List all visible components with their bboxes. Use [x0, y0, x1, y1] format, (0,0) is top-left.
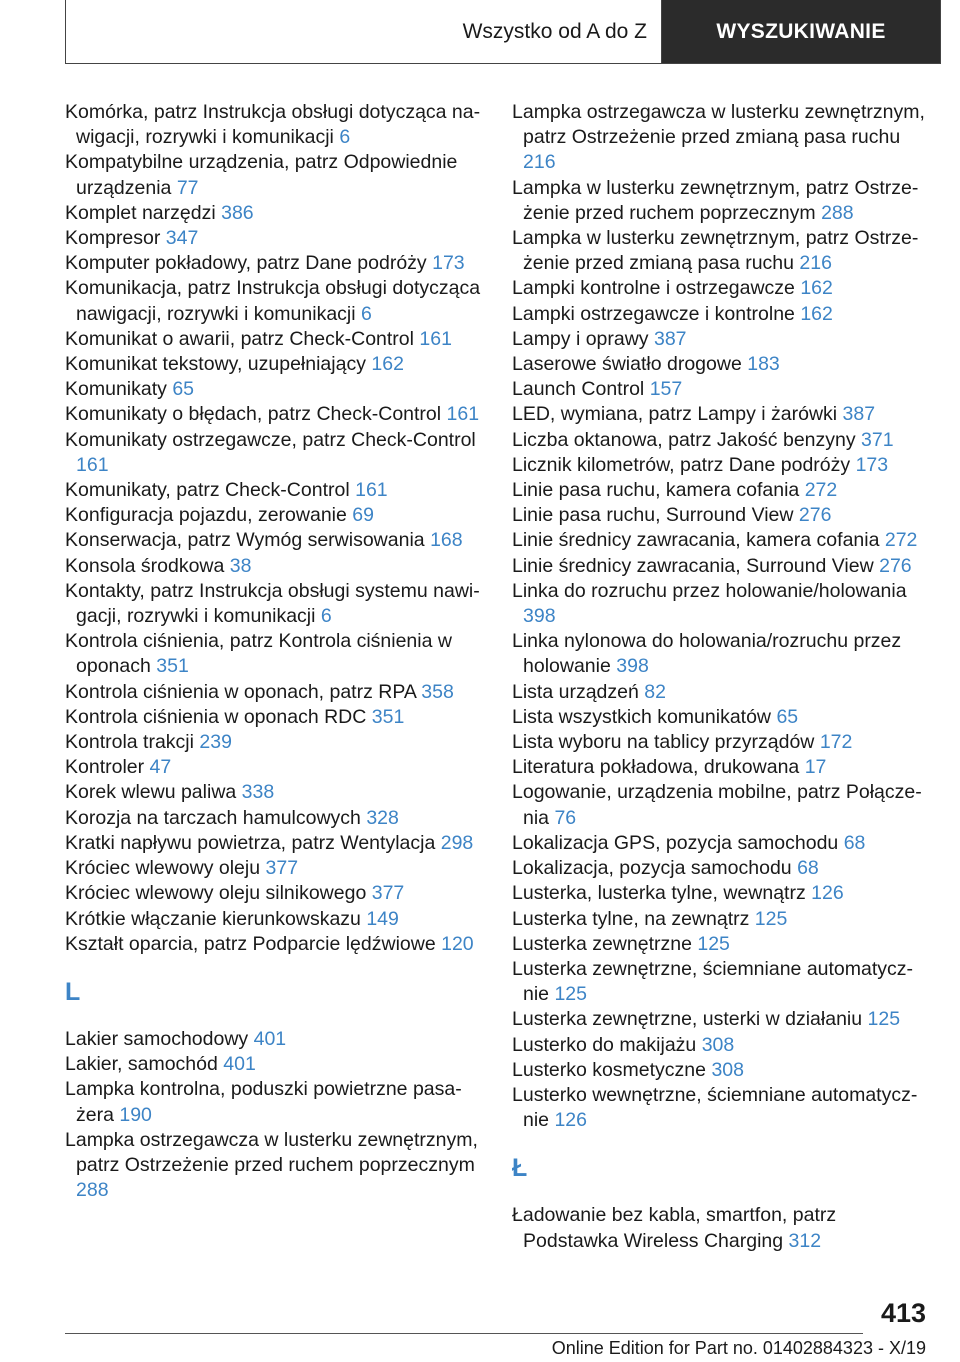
- index-entry: [512, 629, 926, 679]
- index-entry: [512, 377, 926, 402]
- section-title: Wszystko od A do Z: [66, 0, 662, 63]
- index-entry-text: Lista urządzeń: [512, 680, 639, 703]
- index-entry: [65, 730, 485, 755]
- index-entry: [512, 957, 926, 1007]
- footer-edition: Online Edition for Part no. 01402884323 - X/19: [551, 1338, 926, 1358]
- index-entry: [512, 1058, 926, 1083]
- index-entry-text: Lusterko kosmetyczne: [512, 1058, 707, 1081]
- index-entry-text: Literatura pokładowa, drukowana: [512, 756, 800, 779]
- index-entry: [65, 680, 485, 705]
- index-page-link[interactable]: 401: [223, 1053, 256, 1076]
- index-column-right: [512, 100, 926, 1254]
- index-entry: [512, 705, 926, 730]
- index-entry-text: Lakier samochodowy: [65, 1027, 249, 1050]
- index-entry: [65, 932, 485, 957]
- index-entry: [65, 554, 485, 579]
- index-entry-text: Konfiguracja pojazdu, zerowanie: [65, 504, 347, 527]
- index-page-link[interactable]: 347: [165, 227, 199, 250]
- index-entry-text: Komunikaty ostrzegawcze, patrz Check-Control: [65, 428, 476, 451]
- search-tab[interactable]: WYSZUKIWANIE: [662, 0, 940, 63]
- index-entry: [512, 327, 926, 352]
- index-page-link[interactable]: 157: [649, 378, 683, 401]
- index-page-link[interactable]: 328: [366, 806, 399, 829]
- index-page-link[interactable]: 125: [554, 983, 587, 1006]
- index-entry: [65, 478, 485, 503]
- index-page-link[interactable]: 149: [366, 907, 399, 930]
- index-entry-text: Kontroler: [65, 756, 145, 779]
- index-entry-text: Linka do rozruchu przez holowanie/holowania: [512, 579, 907, 602]
- index-page-link[interactable]: 358: [421, 680, 454, 703]
- index-entry-text: Liczba oktanowa, patrz Jakość benzyny: [512, 428, 856, 451]
- index-entry-text: Linie średnicy zawracania, kamera cofania: [512, 529, 880, 552]
- index-page-link[interactable]: 308: [711, 1058, 744, 1081]
- index-page-link[interactable]: 338: [241, 781, 275, 804]
- index-entry: [65, 780, 485, 805]
- index-entry-text: Lampka w lusterku zewnętrznym, patrz Ostrzeżenie przed ruchem poprzecznym: [512, 176, 919, 224]
- index-page-link[interactable]: 161: [76, 453, 109, 476]
- index-entry-text: Lusterka zewnętrzne, usterki w działaniu: [512, 1008, 863, 1031]
- index-entry: [512, 503, 926, 528]
- index-page-link[interactable]: 172: [819, 731, 853, 754]
- index-entry: [65, 402, 485, 427]
- index-entry: [512, 755, 926, 780]
- index-page-link[interactable]: 387: [653, 327, 687, 350]
- index-entry-text: Launch Control: [512, 378, 645, 401]
- index-entry: [512, 932, 926, 957]
- index-entry: [65, 327, 485, 352]
- index-entry: [65, 276, 485, 326]
- index-entry-text: Lampki kontrolne i ostrzegawcze: [512, 277, 795, 300]
- index-entry: [512, 176, 926, 226]
- index-entry: [65, 100, 485, 150]
- index-page-link[interactable]: 68: [843, 831, 866, 854]
- index-page-link[interactable]: 126: [811, 882, 844, 905]
- index-entry-text: Komputer pokładowy, patrz Dane podróży: [65, 252, 427, 275]
- index-entry-text: Lista wszystkich komunikatów: [512, 705, 772, 728]
- index-letter-heading: L: [65, 977, 81, 1006]
- index-page-link[interactable]: 401: [253, 1027, 287, 1050]
- index-entry: [65, 806, 485, 831]
- index-entry-text: Lista wyboru na tablicy przyrządów: [512, 731, 815, 754]
- index-entry-text: Lampy i oprawy: [512, 327, 649, 350]
- index-entry-text: Linie średnicy zawracania, Surround View: [512, 554, 874, 577]
- index-entry-text: Kompatybilne urządzenia, patrz Odpowiednie urządzenia: [65, 151, 458, 199]
- index-page-link[interactable]: 216: [799, 252, 832, 275]
- index-page-link[interactable]: 6: [339, 126, 351, 149]
- index-entry: [512, 554, 926, 579]
- index-entry: [65, 755, 485, 780]
- index-entry: [512, 226, 926, 276]
- index-entry-text: Lusterko do makijażu: [512, 1033, 697, 1056]
- index-page-link[interactable]: 351: [371, 705, 405, 728]
- index-page-link[interactable]: 47: [149, 756, 172, 779]
- index-entry-text: Lusterko wewnętrzne, ściemniane automatycznie: [512, 1083, 918, 1132]
- index-page-link[interactable]: 65: [172, 378, 195, 401]
- index-page-link[interactable]: 371: [861, 428, 894, 451]
- index-page-link[interactable]: 276: [879, 554, 912, 577]
- index-page-link[interactable]: 161: [355, 479, 388, 502]
- index-entry-text: Logowanie, urządzenia mobilne, patrz Połączenia: [512, 781, 922, 829]
- index-entry-text: Konserwacja, patrz Wymóg serwisowania: [65, 529, 425, 552]
- index-page-link[interactable]: 288: [76, 1179, 109, 1202]
- index-page-link[interactable]: 17: [804, 756, 827, 779]
- index-entry-text: Komplet narzędzi: [65, 201, 216, 224]
- index-entry: [65, 150, 485, 200]
- index-entry-text: Króciec wlewowy oleju: [65, 857, 261, 880]
- index-page-link[interactable]: 183: [747, 353, 780, 376]
- index-entry: [65, 579, 485, 629]
- index-entry-text: Lampka ostrzegawcza w lusterku zewnętrznym, patrz Ostrzeżenie przed ruchem poprzecznym: [65, 1128, 478, 1176]
- index-entry: [65, 1128, 485, 1204]
- index-page-link[interactable]: 312: [788, 1229, 822, 1252]
- index-entry: [65, 705, 485, 730]
- index-entry: [512, 1007, 926, 1032]
- index-entry-text: Lampka kontrolna, poduszki powietrzne pasażera: [65, 1078, 462, 1126]
- index-entry-text: Lampka ostrzegawcza w lusterku zewnętrznym, patrz Ostrzeżenie przed zmianą pasa ruchu: [512, 101, 925, 149]
- index-entry: [65, 1077, 485, 1127]
- index-entry-text: Konsola środkowa: [65, 554, 225, 577]
- index-entry-text: Kontrola ciśnienia w oponach RDC: [65, 705, 367, 728]
- index-entry-text: Lampki ostrzegawcze i kontrolne: [512, 302, 795, 325]
- index-entry-text: Korozja na tarczach hamulcowych: [65, 806, 361, 829]
- index-page-link[interactable]: 68: [797, 857, 819, 880]
- index-page-link[interactable]: 398: [616, 655, 649, 678]
- index-page-link[interactable]: 6: [320, 605, 332, 628]
- index-entry: [65, 1027, 485, 1052]
- index-page-link[interactable]: 6: [361, 302, 372, 325]
- index-page-link[interactable]: 298: [440, 831, 474, 854]
- index-entry: [65, 1052, 485, 1077]
- index-page-link[interactable]: 161: [446, 403, 480, 426]
- index-page-link[interactable]: 173: [432, 252, 465, 275]
- index-entry: [512, 907, 926, 932]
- index-letter-heading: Ł: [512, 1154, 528, 1183]
- index-page-link[interactable]: 386: [221, 201, 254, 224]
- index-entry-text: Laserowe światło drogowe: [512, 353, 742, 376]
- index-page-link[interactable]: 288: [821, 201, 854, 224]
- index-entry: [512, 831, 926, 856]
- index-entry-text: Linie pasa ruchu, Surround View: [512, 504, 794, 527]
- index-page-link[interactable]: 272: [884, 529, 918, 552]
- index-page-link[interactable]: 125: [754, 907, 788, 930]
- index-entry-text: Ładowanie bez kabla, smartfon, patrz Podstawka Wireless Charging: [512, 1204, 837, 1252]
- index-entry: [512, 402, 926, 427]
- index-page-link[interactable]: 125: [697, 932, 730, 955]
- index-page-link[interactable]: 377: [265, 857, 299, 880]
- index-entry: [512, 478, 926, 503]
- index-page-link[interactable]: 351: [156, 655, 189, 678]
- index-page-link[interactable]: 162: [371, 353, 404, 376]
- index-entry: [512, 453, 926, 478]
- index-entry-text: Króciec wlewowy oleju silnikowego: [65, 882, 367, 905]
- index-entry-text: Korek wlewu paliwa: [65, 781, 237, 804]
- index-page-link[interactable]: 398: [523, 605, 556, 628]
- index-entry-text: Lokalizacja GPS, pozycja samochodu: [512, 831, 839, 854]
- index-entry: [512, 352, 926, 377]
- index-page-link[interactable]: 239: [199, 731, 232, 754]
- index-entry-text: Komunikaty o błędach, patrz Check-Control: [65, 403, 442, 426]
- index-page-link[interactable]: 38: [229, 554, 252, 577]
- page-header: [65, 0, 941, 64]
- index-page-link[interactable]: 272: [804, 479, 838, 502]
- index-page-link[interactable]: 387: [842, 403, 876, 426]
- index-entry-text: Linka nylonowa do holowania/rozruchu przez holowanie: [512, 630, 902, 678]
- index-entry-text: Lampka w lusterku zewnętrznym, patrz Ostrzeżenie przed zmianą pasa ruchu: [512, 227, 919, 275]
- index-entry-text: Kompresor: [65, 227, 161, 250]
- index-entry: [65, 528, 485, 553]
- index-entry-text: Lusterka zewnętrzne, ściemniane automatycznie: [512, 957, 914, 1006]
- index-entry: [512, 1083, 926, 1133]
- index-column-left: [65, 100, 485, 1203]
- index-entry-text: Kontakty, patrz Instrukcja obsługi systemu nawigacji, rozrywki i komunikacji: [65, 579, 480, 628]
- index-page-link[interactable]: 82: [644, 680, 666, 703]
- index-entry: [65, 629, 485, 679]
- index-entry: [512, 100, 926, 176]
- index-entry-text: Lusterka tylne, na zewnątrz: [512, 907, 750, 930]
- index-page-link[interactable]: 190: [119, 1103, 152, 1126]
- index-entry: [65, 881, 485, 906]
- index-entry: [512, 1203, 926, 1253]
- index-entry: [512, 1033, 926, 1058]
- index-page-link[interactable]: 76: [554, 806, 577, 829]
- index-page-link[interactable]: 162: [800, 277, 833, 300]
- index-entry: [512, 881, 926, 906]
- index-entry: [512, 528, 926, 553]
- index-entry: [512, 780, 926, 830]
- index-entry-text: Komunikacja, patrz Instrukcja obsługi dotycząca nawigacji, rozrywki i komunikacji: [65, 277, 481, 325]
- index-page-link[interactable]: 69: [352, 504, 374, 527]
- index-entry-text: Lusterka, lusterka tylne, wewnątrz: [512, 882, 806, 905]
- index-entry-text: Lusterka zewnętrzne: [512, 932, 692, 955]
- index-page-link[interactable]: 120: [441, 932, 474, 955]
- footer-divider: [65, 1333, 863, 1334]
- index-page-link[interactable]: 126: [554, 1109, 587, 1132]
- index-entry: [512, 579, 926, 629]
- index-entry-text: Linie pasa ruchu, kamera cofania: [512, 479, 800, 502]
- index-entry-text: Komunikaty, patrz Check-Control: [65, 479, 350, 502]
- index-entry-text: Lakier, samochód: [65, 1053, 218, 1076]
- index-entry-text: Komunikat tekstowy, uzupełniający: [65, 353, 366, 376]
- index-entry: [512, 856, 926, 881]
- index-page-link[interactable]: 77: [176, 176, 199, 199]
- index-entry: [65, 352, 485, 377]
- index-entry: [65, 251, 485, 276]
- index-entry: [65, 428, 485, 478]
- index-entry-text: Kontrola ciśnienia w oponach, patrz RPA: [65, 680, 416, 703]
- index-page-link[interactable]: 173: [855, 453, 889, 476]
- index-entry-text: Lokalizacja, pozycja samochodu: [512, 857, 792, 880]
- index-entry: [65, 831, 485, 856]
- index-page-link[interactable]: 161: [419, 327, 452, 350]
- index-page-link[interactable]: 65: [776, 705, 799, 728]
- index-entry-text: Kształt oparcia, patrz Podparcie lędźwiowe: [65, 932, 436, 955]
- index-entry-text: Komunikat o awarii, patrz Check-Control: [65, 327, 414, 350]
- index-entry: [512, 302, 926, 327]
- index-entry-text: Kratki napływu powietrza, patrz Wentylacja: [65, 831, 436, 854]
- index-page-link[interactable]: 276: [798, 504, 832, 527]
- index-entry: [65, 377, 485, 402]
- index-page-link[interactable]: 216: [523, 151, 556, 174]
- index-entry: [512, 680, 926, 705]
- index-entry-text: Komórka, patrz Instrukcja obsługi dotycząca nawigacji, rozrywki i komunikacji: [65, 101, 481, 149]
- index-entry: [512, 276, 926, 301]
- index-entry-text: Krótkie włączanie kierunkowskazu: [65, 907, 361, 930]
- index-entry: [65, 226, 485, 251]
- index-page-link[interactable]: 168: [430, 529, 463, 552]
- index-page-link[interactable]: 377: [371, 882, 405, 905]
- index-entry-text: Licznik kilometrów, patrz Dane podróży: [512, 453, 851, 476]
- index-entry: [65, 907, 485, 932]
- index-entry-text: Kontrola ciśnienia, patrz Kontrola ciśnienia w oponach: [65, 630, 452, 678]
- index-entry: [65, 856, 485, 881]
- index-entry: [65, 503, 485, 528]
- index-entry-text: Kontrola trakcji: [65, 731, 194, 754]
- page-number: 413: [880, 1298, 926, 1328]
- index-page-link[interactable]: 308: [701, 1033, 735, 1056]
- index-page-link[interactable]: 162: [800, 302, 833, 325]
- index-page-link[interactable]: 125: [867, 1008, 901, 1031]
- index-entry: [65, 201, 485, 226]
- index-entry: [512, 428, 926, 453]
- index-entry-text: LED, wymiana, patrz Lampy i żarówki: [512, 403, 838, 426]
- index-entry: [512, 730, 926, 755]
- index-entry-text: Komunikaty: [65, 378, 167, 401]
